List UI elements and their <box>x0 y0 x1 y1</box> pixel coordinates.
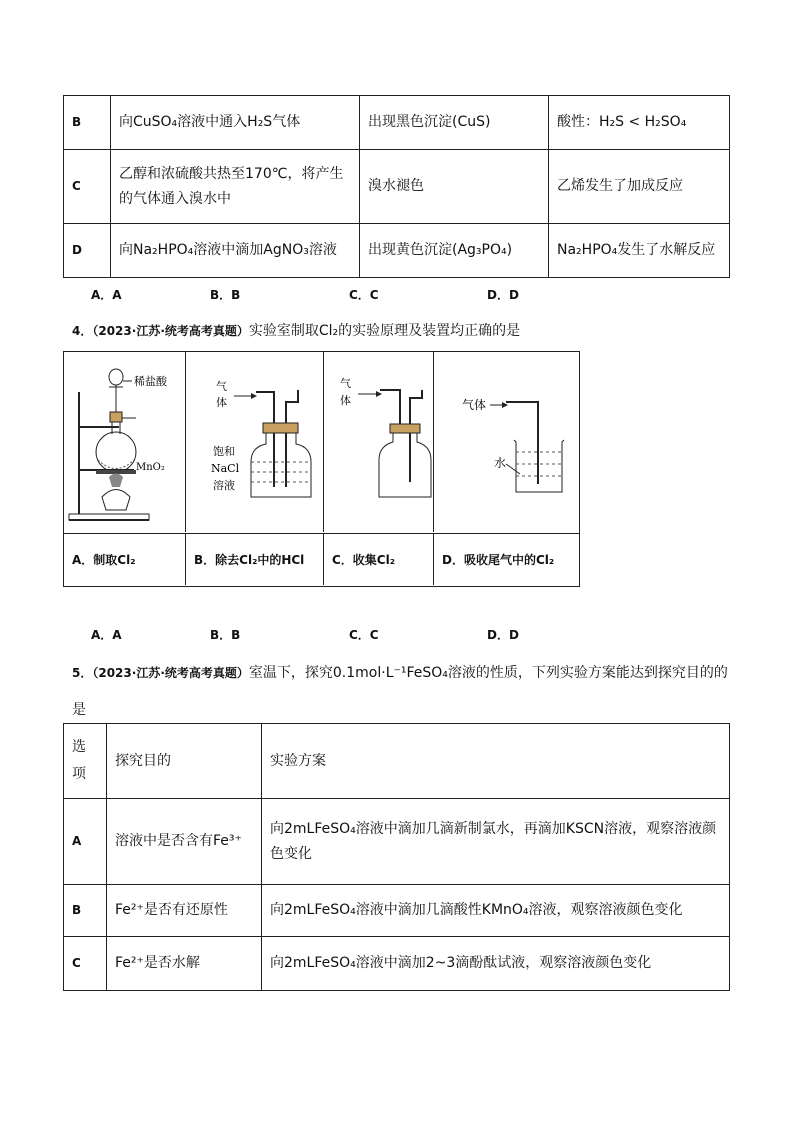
caption-d: D．吸收尾气中的Cl₂ <box>434 533 579 585</box>
table-row <box>64 150 730 224</box>
water-label: 水 <box>494 456 507 470</box>
operation-cell: 乙醇和浓硫酸共热至170℃，将产生的气体通入溴水中 <box>111 150 360 224</box>
acid-label: 稀盐酸 <box>134 375 167 388</box>
gas-label-c2: 体 <box>340 394 351 407</box>
mno2-label: MnO₂ <box>136 462 165 473</box>
apparatus-a <box>64 352 186 532</box>
choice-a[interactable]: A．A <box>91 628 122 642</box>
choice-d[interactable]: D．D <box>487 628 519 642</box>
table-row <box>64 96 730 150</box>
option-letter: B <box>64 96 111 150</box>
option-letter: D <box>64 224 111 278</box>
choice-d[interactable]: D．D <box>487 288 519 302</box>
choice-b[interactable]: B．B <box>210 628 241 642</box>
gas-label-d: 气体 <box>462 398 487 412</box>
table-row <box>64 224 730 278</box>
gas-washing-bottle-diagram <box>186 352 323 532</box>
plan-cell: 向2mLFeSO₄溶液中滴加几滴新制氯水，再滴加KSCN溶液，观察溶液颜色变化 <box>262 799 730 885</box>
gas-label-b: 气 <box>216 380 227 393</box>
option-letter: A <box>64 799 107 885</box>
aim-cell: Fe²⁺是否有还原性 <box>107 885 262 937</box>
plan-cell: 向2mLFeSO₄溶液中滴加2~3滴酚酞试液，观察溶液颜色变化 <box>262 937 730 991</box>
phenomenon-cell: 出现黑色沉淀(CuS) <box>360 96 549 150</box>
question-number: 5． <box>72 666 93 680</box>
operation-cell: 向CuSO₄溶液中通入H₂S气体 <box>111 96 360 150</box>
saturated-label: 饱和 <box>213 445 235 458</box>
apparatus-figure <box>63 351 580 587</box>
choice-b[interactable]: B．B <box>210 288 241 302</box>
header-plan: 实验方案 <box>262 724 730 799</box>
gas-collection-bottle-diagram <box>324 352 433 532</box>
table-row <box>64 885 730 937</box>
question-text: 实验室制取Cl₂的实验原理及装置均正确的是 <box>248 323 521 339</box>
caption-b: B．除去Cl₂中的HCl <box>186 533 324 585</box>
option-letter: C <box>64 150 111 224</box>
apparatus-b <box>186 352 324 532</box>
chlorine-generator-diagram <box>64 352 185 532</box>
question-5-continued: 是 <box>72 702 86 718</box>
gas-label-c: 气 <box>340 377 351 390</box>
conclusion-cell: Na₂HPO₄发生了水解反应 <box>549 224 730 278</box>
solution-label: 溶液 <box>213 479 235 492</box>
option-letter: C <box>64 937 107 991</box>
header-option: 选项 <box>64 724 107 799</box>
header-aim: 探究目的 <box>107 724 262 799</box>
gas-label-b2: 体 <box>216 396 227 409</box>
choice-c[interactable]: C．C <box>349 288 379 302</box>
tail-gas-absorption-diagram <box>434 352 579 532</box>
plan-cell: 向2mLFeSO₄溶液中滴加几滴酸性KMnO₄溶液，观察溶液颜色变化 <box>262 885 730 937</box>
table-q5-options <box>63 723 730 991</box>
table-row <box>64 937 730 991</box>
question-source: （2023·江苏·统考高考真题） <box>92 324 249 338</box>
choice-a[interactable]: A．A <box>91 288 122 302</box>
operation-cell: 向Na₂HPO₄溶液中滴加AgNO₃溶液 <box>111 224 360 278</box>
choice-c[interactable]: C．C <box>349 628 379 642</box>
table-header-row <box>64 724 730 799</box>
caption-c: C．收集Cl₂ <box>324 533 434 585</box>
aim-cell: 溶液中是否含有Fe³⁺ <box>107 799 262 885</box>
caption-a: A．制取Cl₂ <box>64 533 186 585</box>
option-letter: B <box>64 885 107 937</box>
conclusion-cell: 酸性：H₂S < H₂SO₄ <box>549 96 730 150</box>
table-q3-options <box>63 95 730 278</box>
apparatus-c <box>324 352 434 532</box>
question-text: 室温下，探究0.1mol·L⁻¹FeSO₄溶液的性质，下列实验方案能达到探究目的的 <box>248 665 728 681</box>
question-4 <box>72 320 520 340</box>
conclusion-cell: 乙烯发生了加成反应 <box>549 150 730 224</box>
aim-cell: Fe²⁺是否水解 <box>107 937 262 991</box>
question-5 <box>72 662 728 682</box>
phenomenon-cell: 溴水褪色 <box>360 150 549 224</box>
nacl-label: NaCl <box>211 462 240 475</box>
phenomenon-cell: 出现黄色沉淀(Ag₃PO₄) <box>360 224 549 278</box>
question-source: （2023·江苏·统考高考真题） <box>92 666 249 680</box>
table-row <box>64 799 730 885</box>
question-number: 4． <box>72 324 93 338</box>
apparatus-d <box>434 352 579 532</box>
